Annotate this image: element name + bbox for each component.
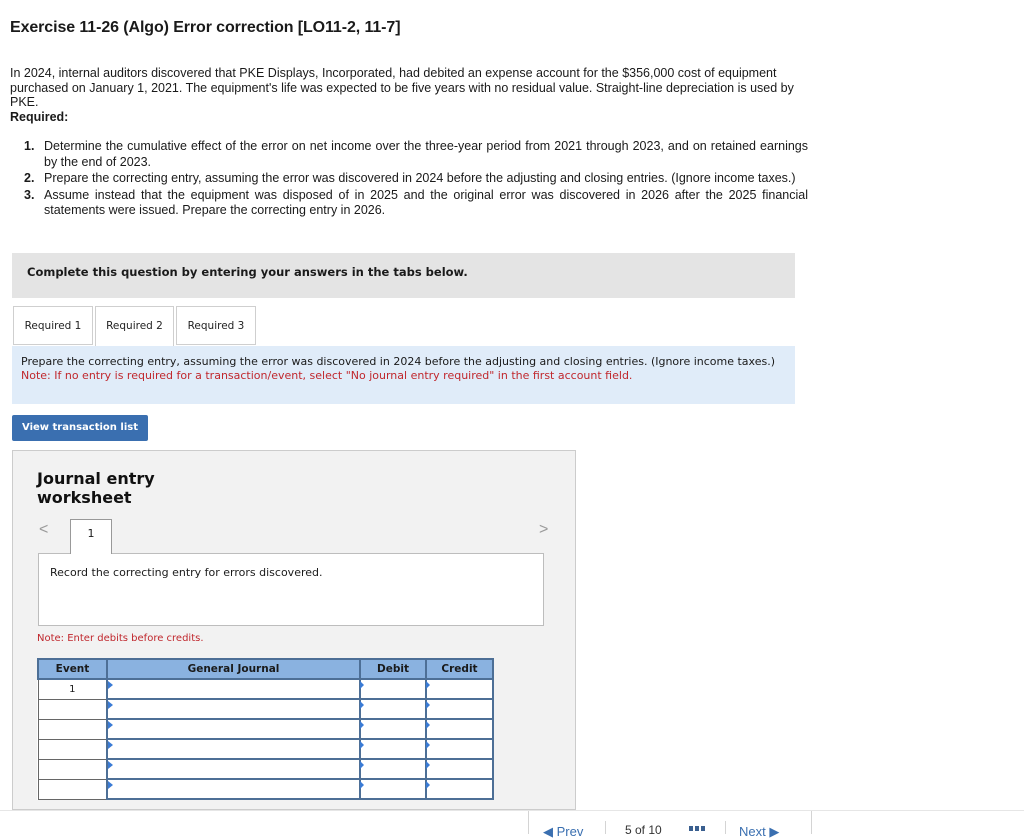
column-header-debit: Debit: [360, 659, 426, 679]
account-dropdown[interactable]: [107, 759, 360, 779]
event-cell: [38, 719, 107, 739]
table-row: [38, 759, 493, 779]
instruction-text: Complete this question by entering your answers in the tabs below.: [27, 265, 468, 279]
nav-divider: [605, 821, 606, 834]
debit-input[interactable]: [360, 739, 426, 759]
account-dropdown[interactable]: [107, 739, 360, 759]
event-cell: [38, 739, 107, 759]
account-dropdown[interactable]: [107, 699, 360, 719]
journal-entry-worksheet: [12, 450, 576, 810]
prompt-text: Prepare the correcting entry, assuming the error was discovered in 2024 before the adjusting and closing entries. (Ignore income taxes.): [21, 355, 776, 368]
credit-input[interactable]: [426, 699, 493, 719]
account-dropdown[interactable]: [107, 719, 360, 739]
requirements-list: [24, 139, 808, 220]
table-row: [38, 779, 493, 799]
entry-tab-1[interactable]: 1: [70, 519, 112, 554]
entry-description: Record the correcting entry for errors discovered.: [50, 566, 323, 579]
tab-required-3[interactable]: Required 3: [176, 306, 256, 345]
next-question-button[interactable]: Next ▶: [739, 824, 780, 839]
journal-table: [37, 658, 494, 800]
credit-input[interactable]: [426, 759, 493, 779]
event-cell: 1: [38, 679, 107, 699]
table-row: [38, 719, 493, 739]
tab-required-1[interactable]: Required 1: [13, 306, 93, 345]
debit-input[interactable]: [360, 719, 426, 739]
table-row: [38, 699, 493, 719]
chevron-right-icon[interactable]: >: [539, 521, 549, 538]
credit-input[interactable]: [426, 779, 493, 799]
requirement-item: 2. Prepare the correcting entry, assuming the error was discovered in 2024 before the adjusting and closing entries. (Ignore income taxes.): [24, 171, 796, 185]
tab-required-2[interactable]: Required 2: [95, 306, 174, 346]
grid-icon[interactable]: [689, 826, 705, 831]
debit-credit-note: Note: Enter debits before credits.: [37, 633, 204, 644]
credit-input[interactable]: [426, 719, 493, 739]
instruction-bar: [12, 253, 795, 298]
prompt-note: Note: If no entry is required for a transaction/event, select "No journal entry required" in the first account field.: [21, 368, 633, 382]
table-row: [38, 739, 493, 759]
question-prompt: [12, 346, 795, 404]
entry-description-box: [38, 553, 544, 626]
debit-input[interactable]: [360, 759, 426, 779]
debit-input[interactable]: [360, 679, 426, 699]
requirement-item: 3. Assume instead that the equipment was disposed of in 2025 and the original error was discovered in 2026 after the 2025 financial statements were issued. Prepare the correcting entry in 2026.: [24, 187, 808, 217]
debit-input[interactable]: [360, 699, 426, 719]
worksheet-title: Journal entry worksheet: [37, 469, 155, 507]
credit-input[interactable]: [426, 739, 493, 759]
chevron-left-icon[interactable]: <: [39, 521, 49, 538]
nav-divider: [725, 821, 726, 834]
event-cell: [38, 699, 107, 719]
event-cell: [38, 779, 107, 799]
footer-divider: [0, 810, 1024, 811]
column-header-general-journal: General Journal: [107, 659, 360, 679]
question-navigation: [528, 811, 812, 839]
table-row: [38, 679, 493, 699]
problem-intro: In 2024, internal auditors discovered that PKE Displays, Incorporated, had debited an expense account for the $356,000 cost of equipment purchased on January 1, 2021. The equipment's life was expected to be five years with no residual value. Straight-line depreciation is used by PKE.: [10, 66, 794, 109]
column-header-credit: Credit: [426, 659, 493, 679]
view-transaction-list-button[interactable]: View transaction list: [12, 415, 148, 441]
page-title: Exercise 11-26 (Algo) Error correction [LO11-2, 11-7]: [10, 19, 401, 36]
account-dropdown[interactable]: [107, 779, 360, 799]
table-header-row: [38, 659, 493, 679]
required-heading: Required:: [10, 110, 69, 124]
event-cell: [38, 759, 107, 779]
account-dropdown[interactable]: [107, 679, 360, 699]
page-indicator: 5 of 10: [625, 823, 662, 837]
column-header-event: Event: [38, 659, 107, 679]
credit-input[interactable]: [426, 679, 493, 699]
debit-input[interactable]: [360, 779, 426, 799]
prev-question-button[interactable]: ◀ Prev: [543, 824, 584, 839]
requirement-item: 1. Determine the cumulative effect of the error on net income over the three-year period from 2021 through 2023, and on retained earnings by the end of 2023.: [24, 139, 808, 169]
